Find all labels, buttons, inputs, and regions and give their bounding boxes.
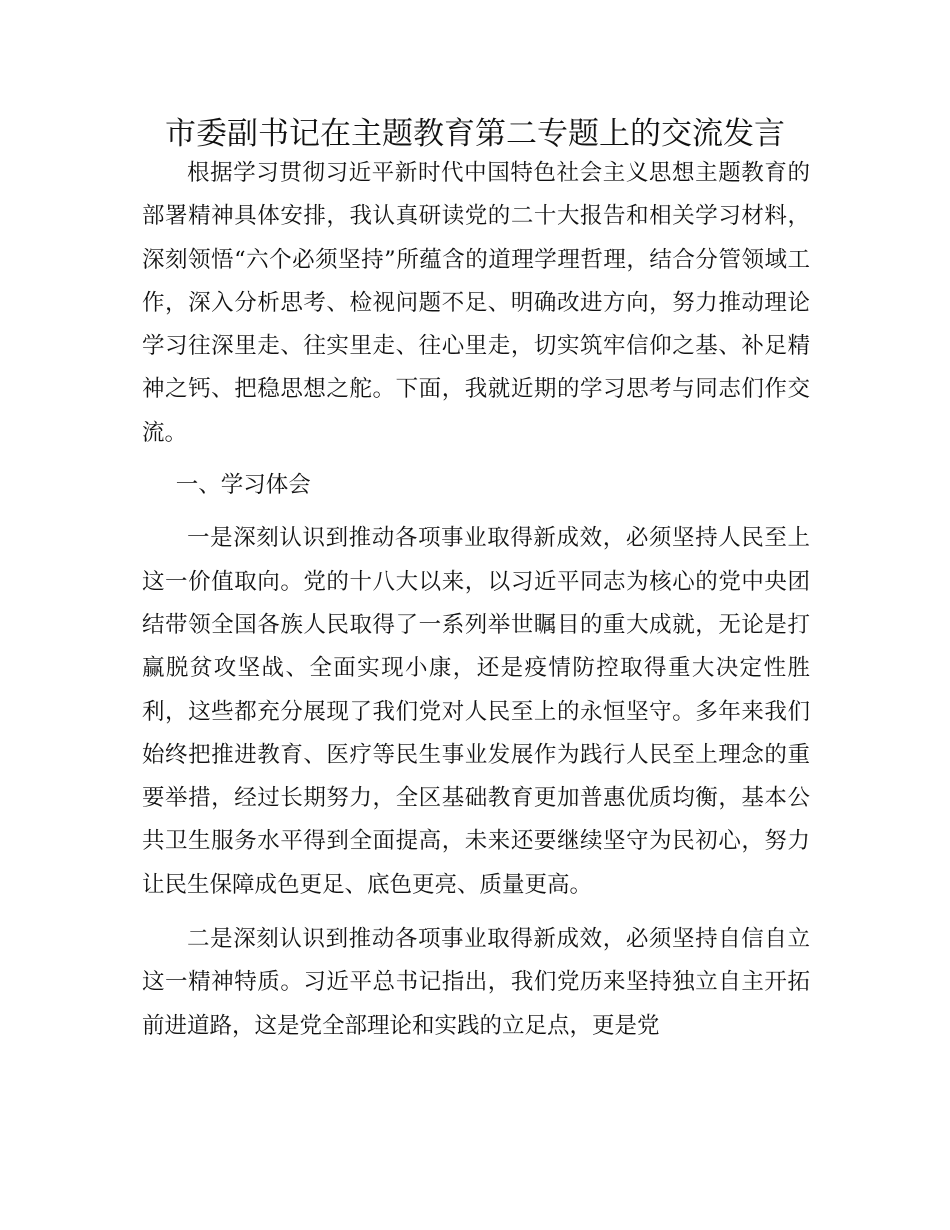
point-two-paragraph: 二是深刻认识到推动各项事业取得新成效，必须坚持自信自立这一精神特质。习近平总书记指出，我们党历来坚持独立自主开拓前进道路，这是党全部理论和实践的立足点，更是党 (142, 926, 810, 1039)
document-body (142, 152, 810, 1048)
section-heading: 一、学习体会 (175, 472, 311, 499)
document-title: 市委副书记在主题教育第二专题上的交流发言 (165, 116, 785, 152)
intro-paragraph: 根据学习贯彻习近平新时代中国特色社会主义思想主题教育的部署精神具体安排，我认真研读党的二十大报告和相关学习材料，深刻领悟“六个必须坚持”所蕴含的道理学理哲理，结合分管领域工作，深入分析思考、检视问题不足、明确改进方向，努力推动理论学习往深里走、往实里走、往心里走，切实筑牢信仰之基、补足精神之钙、把稳思想之舵。下面，我就近期的学习思考与同志们作交流。 (142, 160, 810, 446)
point-one-paragraph: 一是深刻认识到推动各项事业取得新成效，必须坚持人民至上这一价值取向。党的十八大以来，以习近平同志为核心的党中央团结带领全国各族人民取得了一系列举世瞩目的重大成就，无论是打赢脱贫攻坚战、全面实现小康，还是疫情防控取得重大决定性胜利，这些都充分展现了我们党对人民至上的永恒坚守。多年来我们始终把推进教育、医疗等民生事业发展作为践行人民至上理念的重要举措，经过长期努力，全区基础教育更加普惠优质均衡，基本公共卫生服务水平得到全面提高，未来还要继续坚守为民初心，努力让民生保障成色更足、底色更亮、质量更高。 (142, 525, 810, 898)
